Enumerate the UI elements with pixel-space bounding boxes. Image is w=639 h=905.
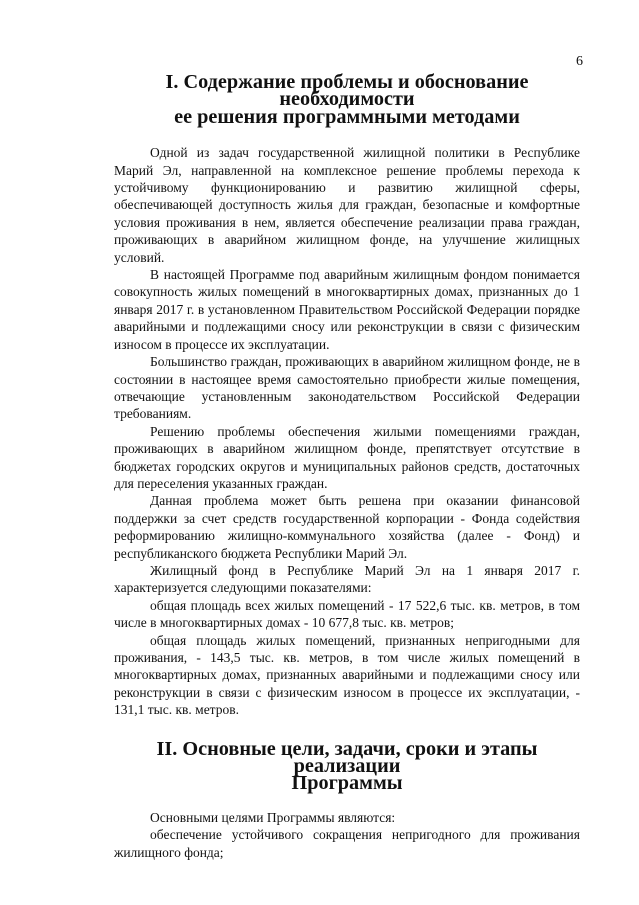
section-2-title — [114, 737, 580, 795]
paragraph: Основными целями Программы являются: — [150, 809, 396, 825]
paragraph: Данная проблема может быть решена при оказании финансовой поддержки за счет средств государственной корпорации - Фонда содействия реформированию жилищно-коммунального хозяйства (далее - Фонд) и республиканского бюджета Республики Марий Эл. — [114, 493, 580, 561]
section-1-title-line: I. Содержание проблемы и обоснование необходимости — [165, 71, 529, 111]
paragraph: Решению проблемы обеспечения жилыми помещениями граждан, проживающих в аварийном жилищном фонде, препятствует отсутствие в бюджетах городских округов и муниципальных районов средств, достаточных для переселения указанных граждан. — [114, 423, 580, 491]
document-body — [114, 71, 580, 861]
paragraph: В настоящей Программе под аварийным жилищным фондом понимается совокупность жилых помещений в многоквартирных домах, признанных до 1 января 2017 г. в установленном Правительством Российской Федерации порядке аварийными и подлежащими сносу или реконструкции в связи с физическим износом в процессе их эксплуатации. — [114, 267, 580, 352]
section-2-title-line: II. Основные цели, задачи, сроки и этапы реализации — [156, 737, 538, 778]
paragraph: обеспечение устойчивого сокращения непригодного для проживания жилищного фонда; — [114, 827, 580, 860]
section-1-title-line: ее решения программными методами — [174, 105, 520, 128]
section-2-title-line: Программы — [291, 772, 403, 795]
paragraph: Жилищный фонд в Республике Марий Эл на 1 января 2017 г. характеризуется следующими показателями: — [114, 562, 580, 596]
paragraph: Большинство граждан, проживающих в аварийном жилищном фонде, не в состоянии в настоящее время самостоятельно приобрести жилые помещения, отвечающие установленным законодательством Российской Федерации требованиям. — [114, 354, 580, 422]
section-1-title — [114, 71, 580, 128]
page-number: 6 — [576, 54, 583, 69]
paragraph: общая площадь жилых помещений, признанных непригодными для проживания, - 143,5 тыс. кв. метров, в том числе жилых помещений в многоквартирных домах, признанных аварийными и подлежащими сносу или реконструкции в связи с физическим износом в процессе их эксплуатации, - 131,1 тыс. кв. метров. — [114, 632, 580, 718]
paragraph: Одной из задач государственной жилищной политики в Республике Марий Эл, направленной на комплексное решение проблемы перехода к устойчивому функционированию и развитию жилищной сферы, обеспечивающей доступность жилья для граждан, безопасные и комфортные условия проживания в нем, является обеспечение реализации права граждан, проживающих в аварийном жилищном фонде, на улучшение жилищных условий. — [114, 145, 580, 265]
paragraph: общая площадь всех жилых помещений - 17 522,6 тыс. кв. метров, в том числе в многоквартирных домах - 10 677,8 тыс. кв. метров; — [114, 597, 580, 631]
